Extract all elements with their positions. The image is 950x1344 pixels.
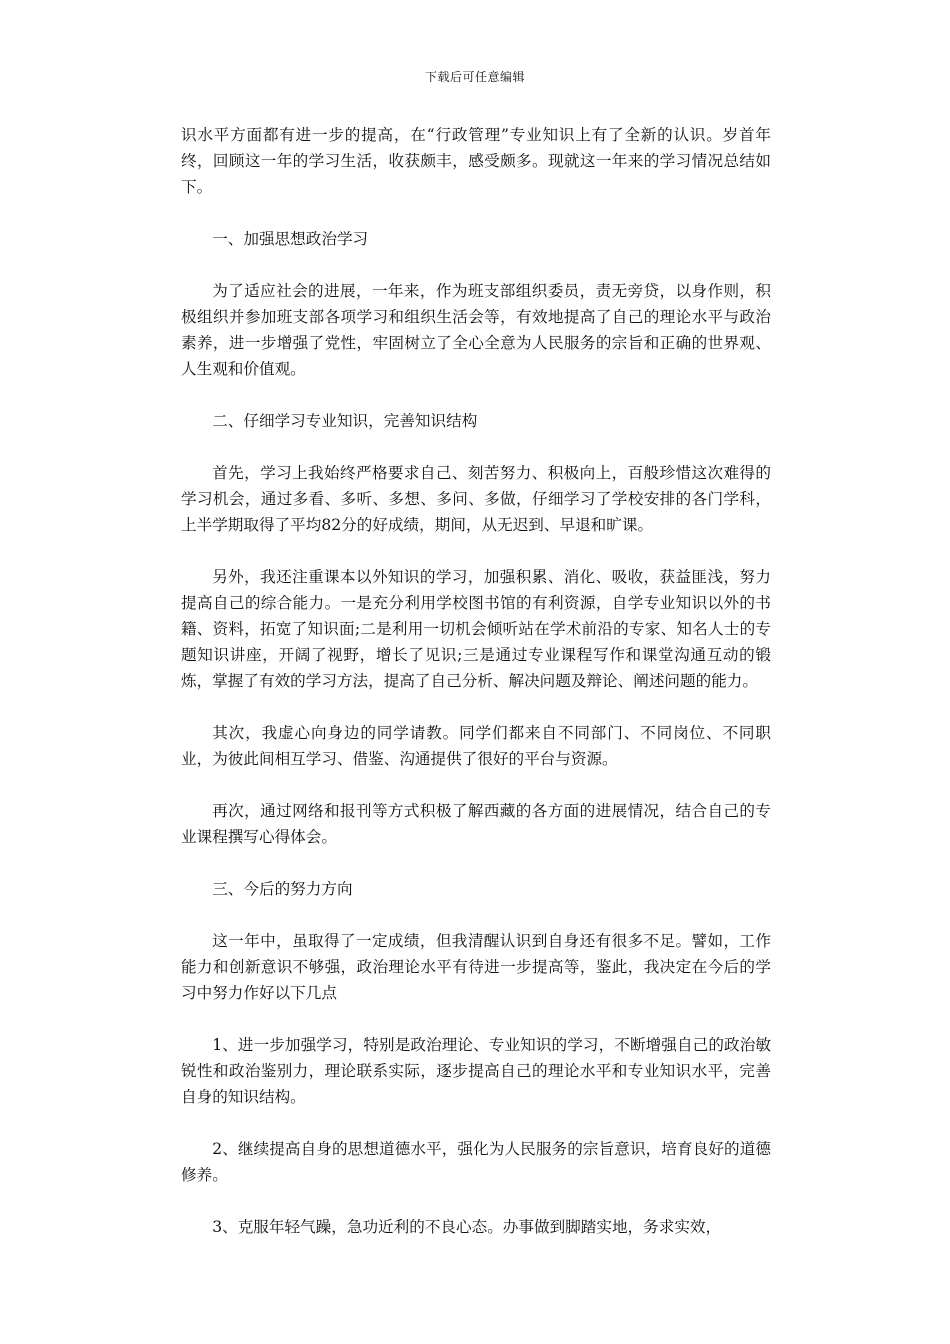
section-heading-1: 一、加强思想政治学习 (212, 230, 369, 248)
section-heading-3: 三、今后的努力方向 (212, 880, 353, 898)
section2-paragraph-3: 其次，我虚心向身边的同学请教。同学们都来自不同部门、不同岗位、不同职业，为彼此间相互学习、借鉴、沟通提供了很好的平台与资源。 (181, 724, 771, 768)
section3-list-item-1: 1、进一步加强学习，特别是政治理论、专业知识的学习，不断增强自己的政治敏锐性和政治鉴别力，理论联系实际，逐步提高自己的理论水平和专业知识水平，完善自身的知识结构。 (181, 1036, 771, 1106)
document-body (181, 122, 771, 1266)
section3-paragraph-1: 这一年中，虽取得了一定成绩，但我清醒认识到自身还有很多不足。譬如，工作能力和创新意识不够强，政治理论水平有待进一步提高等，鉴此，我决定在今后的学习中努力作好以下几点 (181, 932, 771, 1002)
section3-list-item-2: 2、继续提高自身的思想道德水平，强化为人民服务的宗旨意识，培育良好的道德修养。 (181, 1140, 771, 1184)
section3-list-item-3: 3、克服年轻气躁，急功近利的不良心态。办事做到脚踏实地，务求实效， (212, 1218, 722, 1236)
section2-paragraph-4: 再次，通过网络和报刊等方式积极了解西藏的各方面的进展情况，结合自己的专业课程撰写心得体会。 (181, 802, 771, 846)
section1-paragraph-1: 为了适应社会的进展，一年来，作为班支部组织委员，责无旁贷，以身作则，积极组织并参加班支部各项学习和组织生活会等，有效地提高了自己的理论水平与政治素养，进一步增强了党性，牢固树立了全心全意为人民服务的宗旨和正确的世界观、人生观和价值观。 (181, 282, 771, 378)
intro-paragraph: 识水平方面都有进一步的提高，在“行政管理”专业知识上有了全新的认识。岁首年终，回顾这一年的学习生活，收获颇丰，感受颇多。现就这一年来的学习情况总结如下。 (181, 126, 771, 196)
section-heading-2: 二、仔细学习专业知识，完善知识结构 (212, 412, 478, 430)
page-header-note: 下载后可任意编辑 (424, 70, 525, 84)
section2-paragraph-2: 另外，我还注重课本以外知识的学习，加强积累、消化、吸收，获益匪浅，努力提高自己的综合能力。一是充分利用学校图书馆的有利资源，自学专业知识以外的书籍、资料，拓宽了知识面;二是利用一切机会倾听站在学术前沿的专家、知名人士的专题知识讲座，开阔了视野，增长了见识;三是通过专业课程写作和课堂沟通互动的锻炼，掌握了有效的学习方法，提高了自己分析、解决问题及辩论、阐述问题的能力。 (181, 568, 771, 690)
section2-paragraph-1: 首先，学习上我始终严格要求自己、刻苦努力、积极向上，百般珍惜这次难得的学习机会，通过多看、多听、多想、多问、多做，仔细学习了学校安排的各门学科，上半学期取得了平均82分的好成绩，期间，从无迟到、早退和旷课。 (181, 464, 771, 534)
